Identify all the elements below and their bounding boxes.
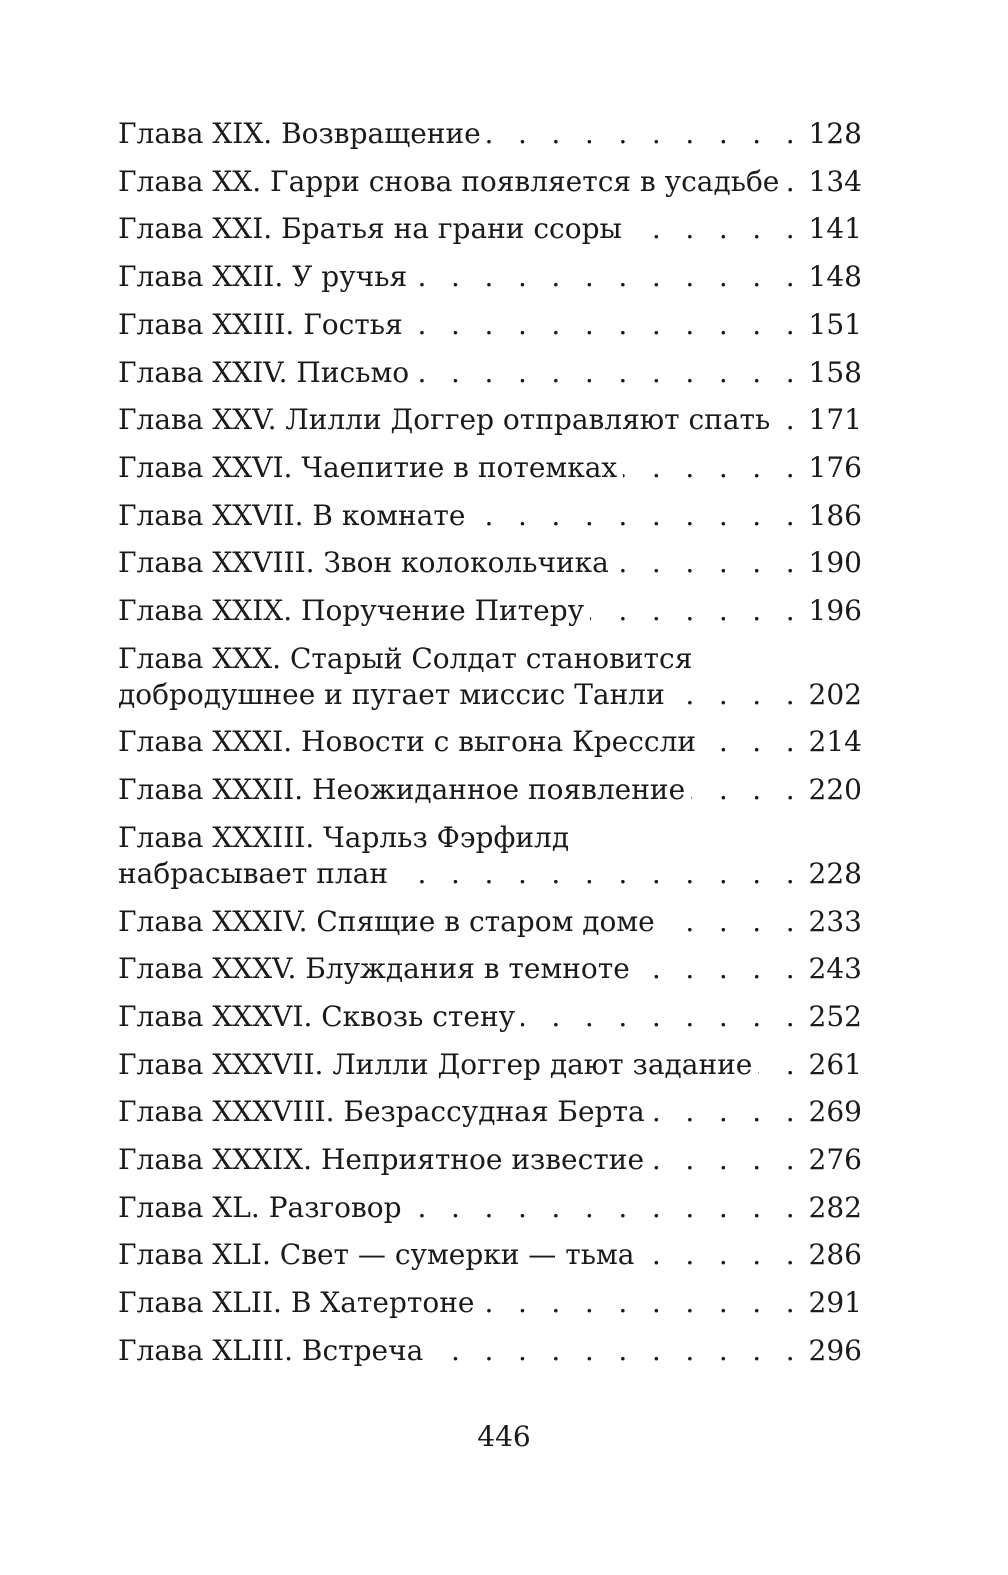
page-number: 446 bbox=[477, 1420, 531, 1453]
toc-entry bbox=[118, 718, 862, 766]
dot-leader bbox=[628, 205, 803, 253]
toc-entry bbox=[118, 587, 862, 635]
toc-entry bbox=[118, 993, 862, 1041]
toc-entry-title: Глава XXXIV. Спящие в старом доме bbox=[118, 904, 655, 938]
toc-entry-page: 286 bbox=[808, 1238, 862, 1272]
dot-leader bbox=[650, 1136, 803, 1184]
toc-entry-title: Глава XLIII. Встреча bbox=[118, 1333, 424, 1367]
toc-entry-page: 171 bbox=[808, 403, 862, 437]
toc-entry bbox=[118, 205, 862, 253]
toc-entry bbox=[118, 1231, 862, 1279]
toc-entry-title: Глава XXXVI. Сквозь стену bbox=[118, 999, 516, 1033]
toc-entry-page: 233 bbox=[808, 904, 862, 938]
toc-entry-title: Глава XXIX. Поручение Питеру bbox=[118, 594, 585, 628]
dot-leader bbox=[471, 492, 802, 540]
toc-entry-title: Глава XXIV. Письмо bbox=[118, 355, 410, 389]
toc-entry-title: Глава XXXVII. Лилли Доггер дают задание bbox=[118, 1047, 753, 1081]
dot-leader bbox=[408, 1184, 803, 1232]
dot-leader bbox=[636, 945, 803, 993]
toc-entry bbox=[118, 253, 862, 301]
toc-entry-title: Глава XXXIX. Неприятное известие bbox=[118, 1143, 645, 1177]
toc-entry bbox=[118, 1279, 862, 1327]
toc-entry bbox=[118, 349, 862, 397]
toc-entry-page: 202 bbox=[808, 677, 862, 711]
toc-entry-title: Глава XXIII. Гостья bbox=[118, 307, 403, 341]
dot-leader bbox=[758, 1041, 802, 1089]
toc-entry bbox=[118, 492, 862, 540]
toc-entry-page: 190 bbox=[808, 546, 862, 580]
dot-leader bbox=[413, 253, 802, 301]
dot-leader bbox=[661, 898, 803, 946]
toc-entry-title: Глава XXXI. Новости с выгона Крессли bbox=[118, 725, 697, 759]
toc-entry bbox=[118, 1184, 862, 1232]
toc-entry bbox=[118, 110, 862, 158]
dot-leader bbox=[623, 444, 802, 492]
dot-leader bbox=[409, 301, 803, 349]
toc-entry-title: набрасывает план bbox=[118, 856, 389, 890]
toc-entry-page: 186 bbox=[808, 498, 862, 532]
dot-leader bbox=[640, 1231, 802, 1279]
toc-entry-title: Глава XXI. Братья на грани ссоры bbox=[118, 212, 622, 246]
toc-entry-page: 196 bbox=[808, 594, 862, 628]
dot-leader bbox=[615, 539, 803, 587]
dot-leader bbox=[671, 677, 803, 713]
toc-entry-title: Глава XLI. Свет — сумерки — тьма bbox=[118, 1238, 635, 1272]
toc-entry-title: Глава XXVI. Чаепитие в потемках bbox=[118, 450, 618, 484]
toc-entry bbox=[118, 945, 862, 993]
toc-entry-page: 243 bbox=[808, 952, 862, 986]
dot-leader bbox=[702, 718, 802, 766]
toc-entry bbox=[118, 635, 862, 719]
toc-entry bbox=[118, 1136, 862, 1184]
toc-entry-page: 134 bbox=[808, 164, 862, 198]
toc-entry-page: 148 bbox=[808, 260, 862, 294]
dot-leader bbox=[651, 1088, 803, 1136]
toc-entry-page: 276 bbox=[808, 1143, 862, 1177]
toc-entry-page: 291 bbox=[808, 1286, 862, 1320]
dot-leader bbox=[429, 1327, 802, 1375]
toc-entry bbox=[118, 814, 862, 898]
table-of-contents bbox=[118, 110, 862, 1375]
toc-entry bbox=[118, 1041, 862, 1089]
toc-entry-page: 228 bbox=[808, 856, 862, 890]
toc-entry-title: Глава XLII. В Хатертоне bbox=[118, 1286, 475, 1320]
dot-leader bbox=[691, 766, 802, 814]
toc-entry-page: 158 bbox=[808, 355, 862, 389]
toc-entry-title: добродушнее и пугает миссис Танли bbox=[118, 677, 665, 711]
toc-entry bbox=[118, 158, 862, 206]
toc-entry-title: Глава XXXII. Неожиданное появление bbox=[118, 773, 686, 807]
toc-entry-title: Глава XXVII. В комнате bbox=[118, 498, 466, 532]
toc-entry-title: Глава XXXV. Блуждания в темноте bbox=[118, 952, 630, 986]
toc-entry-title: Глава XXVIII. Звон колокольчика bbox=[118, 546, 609, 580]
toc-entry bbox=[118, 1327, 862, 1375]
toc-entry-title: Глава XIX. Возвращение bbox=[118, 117, 481, 150]
toc-entry bbox=[118, 396, 862, 444]
toc-entry-page: 176 bbox=[808, 450, 862, 484]
toc-entry-page: 296 bbox=[808, 1333, 862, 1367]
toc-entry-page: 261 bbox=[808, 1047, 862, 1081]
toc-entry bbox=[118, 766, 862, 814]
toc-entry bbox=[118, 898, 862, 946]
toc-entry-page: 151 bbox=[808, 307, 862, 341]
toc-entry-page: 282 bbox=[808, 1190, 862, 1224]
dot-leader bbox=[521, 993, 802, 1041]
dot-leader bbox=[415, 349, 802, 397]
toc-entry-page: 214 bbox=[808, 725, 862, 759]
toc-entry-page: 128 bbox=[808, 117, 862, 150]
toc-entry-title: Глава XX. Гарри снова появляется в усадьбе bbox=[118, 164, 780, 198]
toc-entry-page: 220 bbox=[808, 773, 862, 807]
dot-leader bbox=[481, 1279, 803, 1327]
toc-entry-title-line: Глава XXX. Старый Солдат становится bbox=[118, 641, 693, 675]
toc-entry-page: 269 bbox=[808, 1095, 862, 1129]
toc-entry bbox=[118, 539, 862, 587]
toc-entry-title: Глава XXV. Лилли Доггер отправляют спать bbox=[118, 403, 771, 437]
toc-entry bbox=[118, 444, 862, 492]
toc-entry-title: Глава XXII. У ручья bbox=[118, 260, 408, 294]
toc-entry-page: 252 bbox=[808, 999, 862, 1033]
toc-entry-title: Глава XL. Разговор bbox=[118, 1190, 402, 1224]
dot-leader bbox=[776, 396, 802, 444]
toc-entry bbox=[118, 301, 862, 349]
toc-entry-page: 141 bbox=[808, 212, 862, 246]
toc-entry bbox=[118, 1088, 862, 1136]
toc-entry-title: Глава XXXVIII. Безрассудная Берта bbox=[118, 1095, 645, 1129]
dot-leader bbox=[785, 158, 802, 206]
dot-leader bbox=[487, 110, 803, 158]
toc-entry-title-line: Глава XXXIII. Чарльз Фэрфилд bbox=[118, 820, 570, 854]
dot-leader bbox=[590, 587, 802, 635]
dot-leader bbox=[394, 856, 803, 892]
